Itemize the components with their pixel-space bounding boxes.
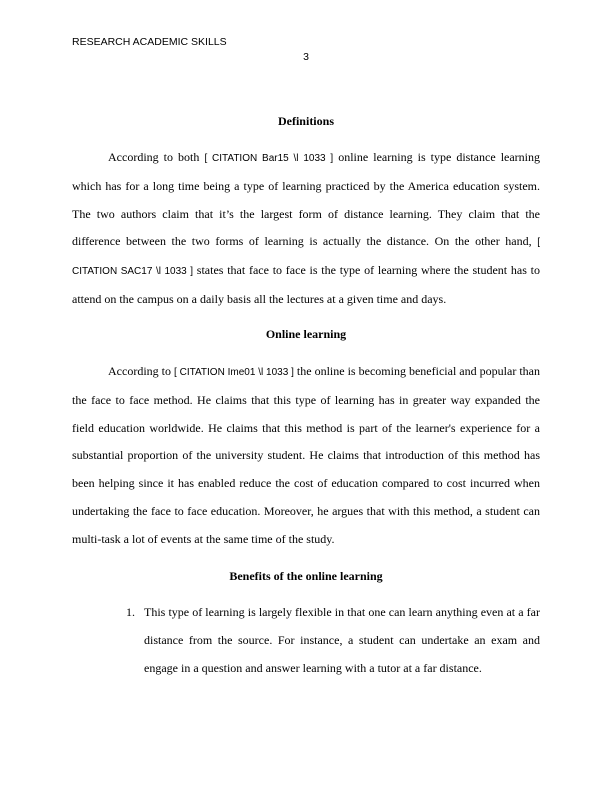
heading-definitions: Definitions — [277, 114, 334, 128]
definitions-paragraph — [72, 144, 540, 314]
heading-benefits: Benefits of the online learning — [229, 569, 383, 583]
citation-field: [ CITATION Ime01 \l 1033 ] — [174, 367, 294, 378]
text-run: states that face to face is the type of learning where the student has to attend on the campus on a daily basis all the lectures at a given time and days. — [72, 263, 540, 306]
text-run: online learning is type distance learning which has for a long time being a type of learning practiced by the America education system. The two authors claim that it’s the largest form of distance learning. They claim that the difference between the two forms of learning is actually the distance. On the other hand, — [72, 150, 541, 249]
list-item — [72, 598, 540, 682]
list-item-number: 1. — [126, 605, 135, 619]
heading-online-learning: Online learning — [265, 327, 347, 341]
citation-field: [ CITATION Bar15 \l 1033 ] — [204, 153, 334, 164]
list-item-text: This type of learning is largely flexible in that one can learn anything even at a far distance from the source. For instance, a student can undertake an exam and engage in a question and answer learning with a tutor at a far distance. — [144, 605, 540, 675]
text-run: According to — [108, 364, 175, 378]
online-learning-paragraph — [72, 358, 540, 554]
benefits-list — [72, 598, 540, 682]
online-learning-section — [72, 358, 540, 554]
text-run: According to both — [108, 150, 205, 164]
definitions-section — [72, 144, 540, 314]
text-run: the online is becoming beneficial and popular than the face to face method. He claims that this type of learning has in greater way expanded the field education worldwide. He claims that this method is part of the learner's experience for a substantial proportion of the university student. He claims that introduction of this method has been helping since it has enabled reduce the cost of education compared to cost incurred when undertaking the face to face education. Moreover, he argues that with this method, a student can multi-task a lot of events at the same time of the study. — [72, 364, 540, 546]
running-head: RESEARCH ACADEMIC SKILLS — [72, 36, 227, 48]
citation-field: [ CITATION SAC17 \l 1033 ] — [72, 237, 540, 278]
page-number: 3 — [303, 51, 309, 63]
